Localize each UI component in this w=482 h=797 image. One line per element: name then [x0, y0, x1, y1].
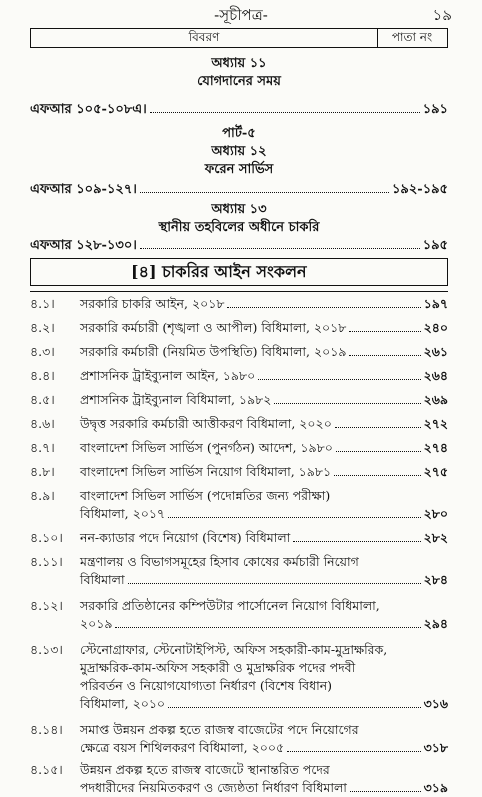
toc-entry: [30, 439, 448, 457]
leader-dots: [287, 751, 421, 752]
entry-text: মন্ত্রণালয় ও বিভাগসমূহের হিসাব কোষের কর্মচারী নিয়োগ: [80, 554, 359, 569]
leader-dots: [293, 541, 420, 542]
chapter-13-subtitle: স্থানীয় তহবিলের অধীনে চাকরি: [158, 220, 320, 235]
entry-body: [80, 463, 448, 481]
entry-line: [80, 695, 448, 713]
entry-text: পদধারীদের নিয়মিতকরণ ও জ্যেষ্ঠতা নির্ধারণ বিধিমালা: [80, 780, 347, 795]
toc-entry: [30, 721, 448, 757]
entry-text: সরকারি প্রতিষ্ঠানের কম্পিউটার পার্সোনেল নিয়োগ বিধিমালা,: [80, 598, 380, 613]
part-5-title: পার্ট-৫: [222, 126, 256, 141]
entry-page: ৩১৮: [423, 740, 448, 755]
leader-dots: [140, 248, 420, 249]
table-header: [30, 28, 448, 48]
toc-entry: [30, 641, 448, 713]
entry-text: ক্ষেত্রে বয়স শিথিলকরণ বিধিমালা, ২০০৫: [80, 740, 285, 755]
entry-text: বাংলাদেশ সিভিল সার্ভিস নিয়োগ বিধিমালা, ১৯৮১: [80, 464, 332, 479]
entry-line: [80, 571, 448, 589]
entry-number: ৪.৬।: [30, 416, 55, 431]
leader-dots: [336, 451, 421, 452]
entry-body: [80, 761, 448, 797]
chapter-13-page: ১৯৫: [422, 238, 448, 253]
entry-line: [80, 529, 448, 547]
entry-text: প্রশাসনিক ট্রাইব্যুনাল বিধিমালা, ১৯৮২: [80, 392, 272, 407]
section-4-heading: [৪] চাকরির আইন সংকলন: [30, 258, 448, 286]
chapter-12-ref: এফআর ১০৯-১২৭।: [30, 182, 137, 197]
entry-body: [80, 319, 448, 337]
entry-line: [80, 721, 448, 739]
entry-line: [80, 659, 448, 677]
entry-number: ৪.১৩।: [30, 642, 63, 657]
entry-line: [80, 597, 448, 615]
entry-number: ৪.৯।: [30, 488, 55, 503]
leader-dots: [349, 331, 420, 332]
entry-text: প্রশাসনিক ট্রাইব্যুনাল আইন, ১৯৮০: [80, 368, 256, 383]
entry-page: ২৮২: [423, 530, 448, 545]
entry-text: বিধিমালা, ২০১০: [80, 696, 166, 711]
entry-text: সরকারি কর্মচারী (নিয়মিত উপস্থিতি) বিধিমালা, ২০১৯: [80, 344, 347, 359]
description-column-header: বিবরণ: [31, 29, 378, 47]
entry-number: ৪.১৫।: [30, 762, 63, 777]
entry-page: ৩১৬: [423, 696, 448, 711]
leader-dots: [349, 355, 420, 356]
entry-number: ৪.৩।: [30, 344, 55, 359]
toc-entry: [30, 319, 448, 337]
toc-entry: [30, 343, 448, 361]
chapter-13-entry: [30, 236, 448, 257]
entry-body: [80, 529, 448, 547]
leader-dots: [168, 517, 421, 518]
entry-number: ৪.১।: [30, 296, 55, 311]
entry-page: ২৬৯: [423, 392, 448, 407]
leader-dots: [150, 112, 420, 113]
entry-body: [80, 597, 448, 633]
toc-entry: [30, 295, 448, 313]
entry-line: [80, 677, 448, 695]
entry-number: ৪.৫।: [30, 392, 55, 407]
entry-line: [80, 391, 448, 409]
leader-dots: [140, 192, 389, 193]
page-column-header: পাতা নং: [391, 30, 433, 44]
leader-dots: [258, 379, 420, 380]
page-header-title: -সূচীপত্র-: [214, 6, 268, 24]
entry-text: মুদ্রাক্ষরিক-কাম-অফিস সহকারী ও মুদ্রাক্ষরিক পদের পদবী: [80, 660, 356, 675]
entry-page: ৩১৯: [423, 780, 448, 795]
entry-number: ৪.৪।: [30, 368, 55, 383]
entry-text: বিধিমালা, ২০১৭: [80, 506, 166, 521]
entry-page: ২৭২: [423, 416, 448, 431]
entry-text: পরিবর্তন ও নিয়োগযোগ্যতা নির্ধারণ (বিশেষ বিধান): [80, 678, 333, 693]
entry-text: উদ্বৃত্ত সরকারি কর্মচারী আত্তীকরণ বিধিমালা, ২০২০: [80, 416, 332, 431]
entry-line: [80, 343, 448, 361]
leader-dots: [350, 791, 421, 792]
entry-line: [80, 615, 448, 633]
leader-dots: [274, 403, 420, 404]
entry-page: ২৭৪: [423, 440, 448, 455]
entry-line: [80, 779, 448, 797]
entry-line: [80, 367, 448, 385]
entry-line: [80, 739, 448, 757]
entry-text: বিধিমালা: [80, 572, 125, 587]
entry-page: ১৯৭: [423, 296, 448, 311]
toc-entry: [30, 463, 448, 481]
entry-text: বাংলাদেশ সিভিল সার্ভিস (পুনর্গঠন) আদেশ, ১৯৮০: [80, 440, 333, 455]
entry-number: ৪.৭।: [30, 440, 55, 455]
entry-body: [80, 553, 448, 589]
entry-line: [80, 487, 448, 505]
leader-dots: [227, 307, 420, 308]
toc-entry: [30, 367, 448, 385]
entry-number: ৪.২।: [30, 320, 55, 335]
entry-page: ২৮৪: [423, 572, 448, 587]
entry-page: ২৮০: [423, 506, 448, 521]
entry-page: ২৪০: [423, 320, 448, 335]
toc-entry: [30, 415, 448, 433]
entry-line: [80, 463, 448, 481]
entry-page: ২৬৪: [423, 368, 448, 383]
entry-text: স্টেনোগ্রাফার, স্টেনোটাইপিস্ট, অফিস সহকারী-কাম-মুদ্রাক্ষরিক,: [80, 642, 388, 657]
entry-body: [80, 295, 448, 313]
chapter-13-ref: এফআর ১২৮-১৩০।: [30, 238, 137, 253]
chapter-12-page: ১৯২-১৯৫: [391, 182, 448, 197]
entry-line: [80, 319, 448, 337]
chapter-13-title: অধ্যায় ১৩: [211, 202, 267, 217]
chapter-11-entry: [30, 100, 448, 121]
chapter-11-subtitle: যোগদানের সময়: [197, 74, 281, 89]
chapter-11-ref: এফআর ১০৫-১০৮এ।: [30, 102, 147, 117]
entry-body: [80, 367, 448, 385]
entry-body: [80, 487, 448, 523]
chapter-12-title: অধ্যায় ১২: [211, 144, 267, 159]
entry-page: ২৬১: [423, 344, 448, 359]
entry-text: নন-ক্যাডার পদে নিয়োগ (বিশেষ) বিধিমালা: [80, 530, 291, 545]
entry-line: [80, 553, 448, 571]
entry-number: ৪.১৪।: [30, 722, 63, 737]
entry-line: [80, 761, 448, 779]
leader-dots: [334, 475, 421, 476]
chapter-12-entry: [30, 180, 448, 201]
entry-body: [80, 641, 448, 713]
chapter-11-page: ১৯১: [422, 102, 448, 117]
chapter-12-subtitle: ফরেন সার্ভিস: [204, 162, 274, 177]
entry-number: ৪.১২।: [30, 598, 63, 613]
entry-text: সমাপ্ত উন্নয়ন প্রকল্প হতে রাজস্ব বাজেটের পদে নিয়োগের: [80, 722, 359, 737]
entry-page: ২৭৫: [423, 464, 448, 479]
entry-text: উন্নয়ন প্রকল্প হতে রাজস্ব বাজেটে স্থানান্তরিত পদের: [80, 762, 330, 777]
entry-line: [80, 439, 448, 457]
entry-body: [80, 391, 448, 409]
entry-line: [80, 295, 448, 313]
entry-body: [80, 721, 448, 757]
entry-page: ২৯৪: [423, 616, 448, 631]
section-divider: [30, 291, 448, 292]
chapter-11-title: অধ্যায় ১১: [211, 56, 267, 71]
entry-text: ২০১৯: [80, 616, 113, 631]
page-number: ১৯: [432, 6, 452, 24]
entry-number: ৪.১১।: [30, 554, 63, 569]
entry-line: [80, 415, 448, 433]
entry-number: ৪.৮।: [30, 464, 55, 479]
entry-text: সরকারি কর্মচারী (শৃঙ্খলা ও আপীল) বিধিমালা, ২০১৮: [80, 320, 347, 335]
entry-line: [80, 505, 448, 523]
entry-body: [80, 343, 448, 361]
toc-entry: [30, 597, 448, 633]
toc-entry: [30, 487, 448, 523]
toc-entry: [30, 391, 448, 409]
leader-dots: [168, 707, 421, 708]
entry-number: ৪.১০।: [30, 530, 63, 545]
toc-entry: [30, 761, 448, 797]
toc-entry: [30, 529, 448, 547]
entry-text: সরকারি চাকরি আইন, ২০১৮: [80, 296, 225, 311]
toc-entry: [30, 553, 448, 589]
entry-body: [80, 415, 448, 433]
entry-body: [80, 439, 448, 457]
leader-dots: [115, 627, 420, 628]
leader-dots: [128, 583, 421, 584]
leader-dots: [335, 427, 421, 428]
entry-line: [80, 641, 448, 659]
entry-text: বাংলাদেশ সিভিল সার্ভিস (পদোন্নতির জন্য পরীক্ষা): [80, 488, 331, 503]
